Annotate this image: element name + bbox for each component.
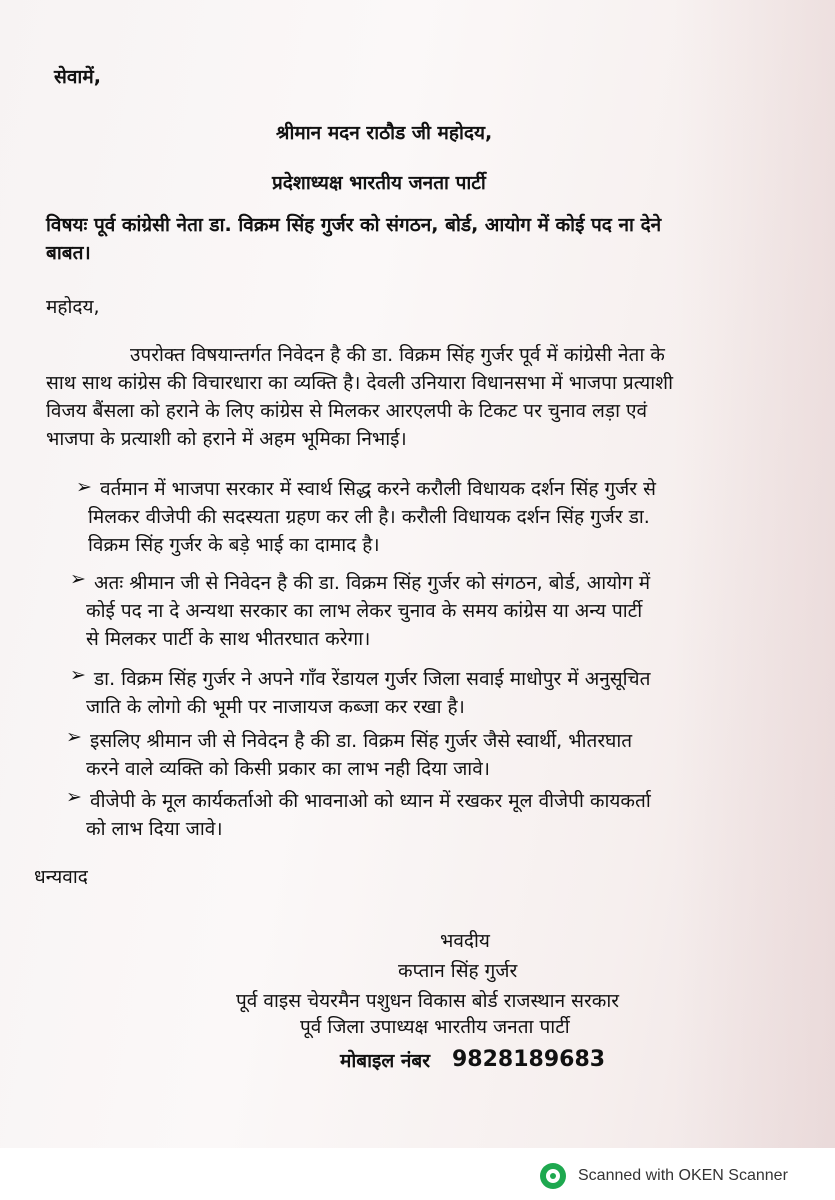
arrow-bullet-icon: ➢ — [66, 726, 82, 748]
bullet-line: मिलकर वीजेपी की सदस्यता ग्रहण कर ली है। करौली विधायक दर्शन सिंह गुर्जर डा. — [88, 506, 650, 528]
bullet-line: जाति के लोगो की भूमी पर नाजायज कब्जा कर रखा है। — [86, 696, 465, 718]
signature-yours: भवदीय — [440, 930, 490, 952]
addressee-name: श्रीमान मदन राठौड जी महोदय, — [276, 122, 493, 144]
intro-line: साथ साथ कांग्रेस की विचारधारा का व्यक्ति है। देवली उनियारा विधानसभा में भाजपा प्रत्याशी — [46, 372, 673, 394]
signature-title-2: पूर्व जिला उपाध्यक्ष भारतीय जनता पार्टी — [300, 1016, 570, 1038]
subject-line-2: बाबत। — [46, 242, 91, 264]
bullet-line: से मिलकर पार्टी के साथ भीतरघात करेगा। — [86, 628, 371, 650]
greeting: महोदय, — [46, 296, 100, 318]
salutation: सेवामें, — [54, 66, 101, 88]
bullet-line: विक्रम सिंह गुर्जर के बड़े भाई का दामाद है। — [88, 534, 380, 556]
bullet-line: को लाभ दिया जावे। — [86, 818, 223, 840]
addressee-designation: प्रदेशाध्यक्ष भारतीय जनता पार्टी — [272, 172, 486, 194]
bullet-line: करने वाले व्यक्ति को किसी प्रकार का लाभ नही दिया जावे। — [86, 758, 490, 780]
intro-line: उपरोक्त विषयान्तर्गत निवेदन है की डा. विक्रम सिंह गुर्जर पूर्व में कांग्रेसी नेता के — [130, 344, 665, 366]
scanner-watermark: Scanned with OKEN Scanner — [578, 1167, 788, 1184]
arrow-bullet-icon: ➢ — [76, 476, 92, 498]
arrow-bullet-icon: ➢ — [66, 786, 82, 808]
mobile-label: मोबाइल नंबर — [340, 1050, 431, 1072]
bullet-line: कोई पद ना दे अन्यथा सरकार का लाभ लेकर चुनाव के समय कांग्रेस या अन्य पार्टी — [86, 600, 643, 622]
bullet-line: वर्तमान में भाजपा सरकार में स्वार्थ सिद्ध करने करौली विधायक दर्शन सिंह गुर्जर से — [100, 478, 656, 500]
arrow-bullet-icon: ➢ — [70, 568, 86, 590]
bullet-line: डा. विक्रम सिंह गुर्जर ने अपने गाँव रेंडायल गुर्जर जिला सवाई माधोपुर में अनुसूचित — [94, 668, 651, 690]
bullet-line: इसलिए श्रीमान जी से निवेदन है की डा. विक्रम सिंह गुर्जर जैसे स्वार्थी, भीतरघात — [90, 730, 633, 752]
oken-scanner-logo-icon — [540, 1163, 566, 1189]
mobile-number: 9828189683 — [452, 1047, 606, 1072]
signature-name: कप्तान सिंह गुर्जर — [398, 960, 518, 982]
subject-line-1: विषयः पूर्व कांग्रेसी नेता डा. विक्रम सिंह गुर्जर को संगठन, बोर्ड, आयोग में कोई पद ना देने — [46, 214, 662, 236]
arrow-bullet-icon: ➢ — [70, 664, 86, 686]
signature-title-1: पूर्व वाइस चेयरमैन पशुधन विकास बोर्ड राजस्थान सरकार — [236, 990, 620, 1012]
bullet-line: अतः श्रीमान जी से निवेदन है की डा. विक्रम सिंह गुर्जर को संगठन, बोर्ड, आयोग में — [94, 572, 651, 594]
intro-line: विजय बैंसला को हराने के लिए कांग्रेस से मिलकर आरएलपी के टिकट पर चुनाव लड़ा एवं — [46, 400, 648, 422]
bullet-line: वीजेपी के मूल कार्यकर्ताओ की भावनाओ को ध्यान में रखकर मूल वीजेपी कायकर्ता — [90, 790, 651, 812]
intro-line: भाजपा के प्रत्याशी को हराने में अहम भूमिका निभाई। — [46, 428, 407, 450]
closing: धन्यवाद — [34, 866, 88, 888]
